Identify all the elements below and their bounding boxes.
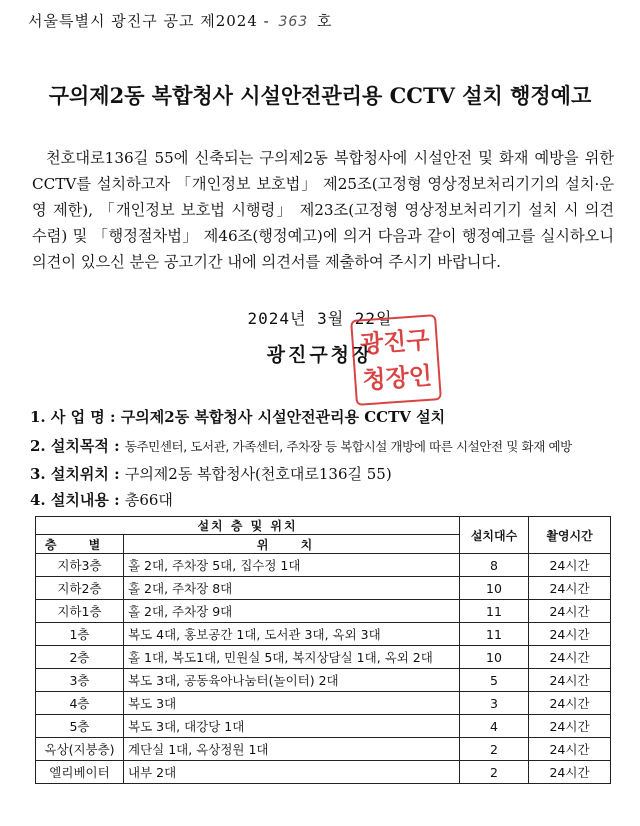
floor-cell: 지하1층 — [36, 600, 124, 623]
floor-cell: 4층 — [36, 692, 124, 715]
cctv-installation-table — [35, 516, 611, 784]
header-location: 위 치 — [124, 535, 460, 554]
notice-date: 2024년 3월 22일 — [247, 309, 393, 328]
table-row — [36, 646, 611, 669]
seal-line-1: 광진구 — [359, 325, 431, 359]
table-row — [36, 738, 611, 761]
table-row — [36, 600, 611, 623]
item-contents: 4. 설치내용 : 총66대 — [30, 491, 173, 509]
count-cell: 11 — [460, 600, 529, 623]
location-cell: 홀 2대, 주차장 5대, 집수정 1대 — [124, 554, 460, 577]
location-cell: 홀 2대, 주차장 9대 — [124, 600, 460, 623]
count-cell: 11 — [460, 623, 529, 646]
count-cell: 5 — [460, 669, 529, 692]
location-cell: 홀 2대, 주차장 8대 — [124, 577, 460, 600]
item-value: 구의제2동 복합청사(천호대로136길 55) — [124, 465, 392, 483]
time-cell: 24시간 — [529, 715, 611, 738]
item-value: 동주민센터, 도서관, 가족센터, 주차장 등 복합시설 개방에 따른 시설안전 및 화재 예방 — [124, 439, 572, 454]
table-row — [36, 623, 611, 646]
table-row — [36, 761, 611, 784]
location-cell: 내부 2대 — [124, 761, 460, 784]
item-value: 총66대 — [124, 491, 173, 509]
table-row — [36, 692, 611, 715]
table-header-row — [36, 517, 611, 535]
time-cell: 24시간 — [529, 761, 611, 784]
notice-suffix: 호 — [317, 12, 333, 30]
floor-cell: 2층 — [36, 646, 124, 669]
item-label: 4. 설치내용 — [30, 491, 109, 509]
item-location: 3. 설치위치 : 구의제2동 복합청사(천호대로136길 55) — [30, 465, 392, 483]
location-cell: 복도 4대, 홍보공간 1대, 도서관 3대, 옥외 3대 — [124, 623, 460, 646]
count-cell: 3 — [460, 692, 529, 715]
floor-cell: 지하3층 — [36, 554, 124, 577]
time-cell: 24시간 — [529, 600, 611, 623]
location-cell: 복도 3대, 공동육아나눔터(놀이터) 2대 — [124, 669, 460, 692]
count-cell: 8 — [460, 554, 529, 577]
count-cell: 2 — [460, 761, 529, 784]
table-row — [36, 554, 611, 577]
notice-number-handwritten: 363 — [278, 14, 309, 30]
location-cell: 복도 3대, 대강당 1대 — [124, 715, 460, 738]
table-row — [36, 577, 611, 600]
count-cell: 10 — [460, 646, 529, 669]
item-label: 3. 설치위치 — [30, 465, 109, 483]
location-cell: 홀 1대, 복도1대, 민원실 5대, 복지상담실 1대, 옥외 2대 — [124, 646, 460, 669]
time-cell: 24시간 — [529, 577, 611, 600]
floor-cell: 3층 — [36, 669, 124, 692]
item-label: 1. 사 업 명 — [30, 408, 105, 426]
table-row — [36, 669, 611, 692]
time-cell: 24시간 — [529, 646, 611, 669]
item-project-name: 1. 사 업 명 : 구의제2동 복합청사 시설안전관리용 CCTV 설치 — [30, 408, 446, 426]
intro-paragraph: 천호대로136길 55에 신축되는 구의제2동 복합청사에 시설안전 및 화재 예방을 위한 CCTV를 설치하고자 「개인정보 보호법」 제25조(고정형 영상정보처리기기의 설치·운영 제한), 「개인정보 보호법 시행령」 제23조(고정형 영상정보처리기기 설치 시 의견 수렴) 및 「행정절차법」 제46조(행정예고)에 의거 다음과 같이 행정예고를 실시하오니 의견이 있으신 분은 공고기간 내에 의견서를 제출하여 주시기 바랍니다. — [32, 149, 614, 271]
time-cell: 24시간 — [529, 692, 611, 715]
seal-line-2: 청장인 — [361, 361, 433, 395]
table-row — [36, 715, 611, 738]
floor-cell: 엘리베이터 — [36, 761, 124, 784]
count-cell: 4 — [460, 715, 529, 738]
floor-cell: 1층 — [36, 623, 124, 646]
item-label: 2. 설치목적 — [30, 437, 109, 455]
header-count: 설치대수 — [460, 517, 529, 554]
floor-cell: 옥상(지붕층) — [36, 738, 124, 761]
item-purpose: 2. 설치목적 : 동주민센터, 도서관, 가족센터, 주차장 등 복합시설 개방에 따른 시설안전 및 화재 예방 — [30, 437, 572, 455]
issuer-name: 광진구청장 — [266, 344, 374, 366]
notice-number — [28, 10, 333, 31]
floor-cell: 5층 — [36, 715, 124, 738]
time-cell: 24시간 — [529, 623, 611, 646]
group-header: 설치 층 및 위치 — [36, 517, 460, 535]
header-time: 촬영시간 — [529, 517, 611, 554]
official-seal-stamp — [350, 314, 442, 406]
floor-cell: 지하2층 — [36, 577, 124, 600]
count-cell: 10 — [460, 577, 529, 600]
page-title: 구의제2동 복합청사 시설안전관리용 CCTV 설치 행정예고 — [48, 83, 592, 108]
header-floor: 층 별 — [36, 535, 124, 554]
time-cell: 24시간 — [529, 669, 611, 692]
table-body — [36, 554, 611, 784]
time-cell: 24시간 — [529, 738, 611, 761]
count-cell: 2 — [460, 738, 529, 761]
notice-prefix: 서울특별시 광진구 공고 제2024 - — [28, 12, 276, 30]
item-value: 구의제2동 복합청사 시설안전관리용 CCTV 설치 — [120, 408, 446, 426]
time-cell: 24시간 — [529, 554, 611, 577]
location-cell: 복도 3대 — [124, 692, 460, 715]
location-cell: 계단실 1대, 옥상정원 1대 — [124, 738, 460, 761]
